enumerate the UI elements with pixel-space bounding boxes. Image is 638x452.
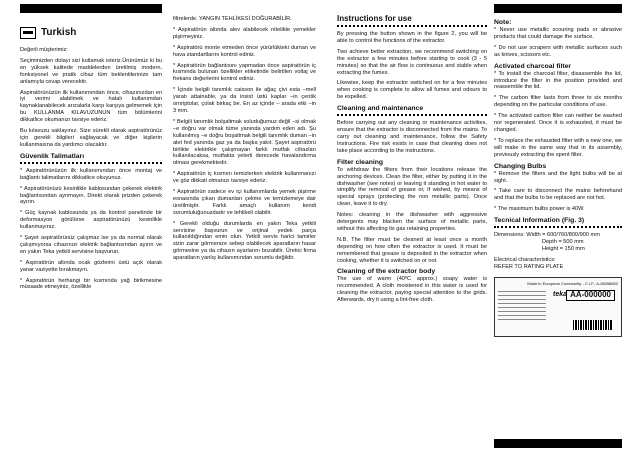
carbon-item: * To replace the exhausted filter with a new one, we will make in the same way that in its assembly, previously extracting the spent filter. (494, 137, 622, 158)
carbon-item: * The carbon filter lasts from three to six months depending on the particular conditions of use. (494, 95, 622, 109)
electrical-label: Electrical characteristics: (494, 256, 556, 263)
carbon-item: * To install the charcoal filter, disassemble the lid, introduce the filter in the position provided and reassemble the lid. (494, 70, 622, 91)
cleaning-heading: Cleaning and maintenance (337, 105, 424, 113)
dimension-width: Dimensions: Width = 600/760/800/900 mm (494, 232, 600, 239)
language-icon (20, 27, 36, 39)
divider (20, 162, 162, 164)
column-turkish-continued (173, 0, 316, 452)
carbon-item: * The activated carbon filter can neither be washed nor regenerated. Once it is exhausted, it must be changed. (494, 113, 622, 133)
rating-plate (494, 277, 622, 337)
paragraph: Seçiminizden dolayı sizi kutlamak isteriz.Ürünümüz ki bu en yüksek kalitede maddelerden üretilmiş modern, fonksiyonel ve pratik cihaz tüm beklentilerinize tam anlamıyla cevap verecektir. (20, 57, 162, 85)
technical-figure-ref: (Fig. 3) (561, 217, 585, 225)
dimension-height: Height = 150 mm (542, 245, 585, 252)
technical-title: Tecnical Information (494, 217, 560, 225)
safety-item: * Aspiratörünüzün ilk kullanımından önce montaj ve bağlantı talimatlarını dikkatlice okuyunuz. (20, 167, 162, 181)
paragraph: filtrelerde. YANGIN TEHLİKESİ DOĞURABİLİR. (173, 16, 292, 22)
safety-item: * Aspiratörünüzü kesinlikle kablosundan çekerek elektrik bağlantısından ayırmayın. Direkt olarak prizden çekerek ayırın. (20, 185, 162, 206)
safety-item: * Şayet aspiratörünüz çalışmaz ise ya da normal olarak çalışmıyorsa cihazınızı elektrik bağlantısından ayırın ve en yakın Teka yetkili servisine başvurun. (20, 235, 162, 255)
paragraph: Before carrying out any cleaning or maintenance activities, ensure that the extractor is disconnected from the mains. To carry out cleaning and maintenance, follow the Safety Instructions. Fire risk exists in case that cleaning does not take place according to the instructions. (337, 120, 487, 154)
rating-plate-ref: REFER TO RATING PLATE (494, 263, 564, 270)
paragraph: * Aspiratörün iç kısmını temizlerken elektrik kullanmanızı ve göz dikkati olmanızı tavsiye ederiz. (173, 171, 316, 185)
paragraph: * Aspiratörü monte etmeden önce yürürlükteki duman ve hava standartlarını kontrol ediniz. (173, 44, 316, 58)
divider (337, 114, 487, 116)
paragraph: Bu kılavuzu saklayınız. Size sürekli olarak aspiratörünüz için gerekli bilgileri sağlayacak ve diğer kişilerin kullanmasına da yardımcı olacaktır. (20, 128, 162, 148)
column-turkish (20, 0, 162, 452)
paragraph: The use of warm (40ºC approx.) soapy water is recommended. A cloth moistened in this water is used for cleaning the extractor, paying special attention to the grids. Afterwards, dry it using a lint-free cloth. (337, 276, 487, 304)
bulbs-item: * Remove the filters and the light bulbs will be at sight. (494, 170, 622, 184)
notes-paragraph: Notes: cleaning in the dishwasher with aggressive detergents may blacken the surface of metallic parts, without this affecting its gas retaining properties. (337, 212, 487, 232)
bulbs-heading: Changing Bulbs (494, 162, 547, 170)
header-bar (494, 4, 622, 13)
paragraph: Aspiratörünüzün ilk kullanımından önce, cihazınızdan en iyi verimi alabilmek ve hatalı kullanımdan kaynaklanabilecek arızalarla karşı karşıya gelmemek için bu KULLANMA KILAVUZUNUN tüm bölümlerini dikkatlice okumanızı tavsiye ederiz. (20, 89, 162, 124)
paragraph: * Gerekli olduğu durumlarda en yakın Teka yetkili servisine başvurun ve orijinal yedek parça kullanıldığından emin olun. Yetkili servis harici tamirler sizin zarar görmenize sebep olabilecek aparatların hasar görmesine ya da cihazın ayarlarını bozabilir. Üretici firma aparatların yanlış kullanımından sorumlu değildir. (173, 220, 316, 262)
safety-item: * Aspiratörün herhangi bir kısmında yağ birikmesine müsaade etmeyiniz, özellikle (20, 277, 162, 291)
paragraph: Two achieve better extraction, we recommend switching on the extractor a few minutes before starting to cook (3 - 5 minutes) so that the air flow is continuous and stable when extracting the fumes. (337, 48, 487, 76)
note-heading: Note: (494, 19, 512, 26)
column-english (337, 0, 487, 452)
paragraph: * Aspiratörün altında alev alabilecek nitelikte yemekler pişirmeyiniz. (173, 26, 316, 40)
paragraph: Likewise, keep the extractor switched on for a few minutes when cooking is complete to allow all fumes and odours to be expelled. (337, 80, 487, 101)
language-label: Turkish (41, 26, 77, 38)
bulbs-item: * The maximum bulbs power is 40W. (494, 206, 585, 213)
safety-heading: Güvenlik Talimatları (20, 152, 85, 160)
safety-item: * Aspiratörün altında ocak gözlerini üstü açık olarak yanar vaziyette bırakmayın. (20, 259, 162, 273)
technical-heading (494, 217, 622, 225)
footer-bar (494, 439, 622, 448)
note-item: * Never use metallic scouring pads or abrasive products that could damage the surface. (494, 27, 622, 40)
note-item: * Do not use scrapers with metallic surfaces such as knives, scissors etc. (494, 44, 622, 58)
filter-heading: Filter cleaning (337, 158, 384, 166)
brand-logo: teka (553, 290, 568, 298)
safety-item: * Güç kaynak kablosunda ya da kontrol panelinde bir deformasyon görülürse aspiratörünüzü kesinlikle kullanmayınız. (20, 210, 162, 231)
spacer (173, 0, 316, 16)
nb-paragraph: N.B. The filter must be cleaned at least once a month depending on how often the extractor is used. It must be remembered that grease is deposited in the extractor when cooking, whether it is switched on or not. (337, 236, 487, 264)
spacer (337, 0, 487, 14)
bulbs-item: * Take care to disconnect the mains beforehand and that the bulbs to be replaced are not hot. (494, 188, 622, 202)
paragraph: * İçinde belgili tanımlık caisson ile ağaç çivi esta –mell yaratı attainable, ya da insist üstü kaplar –in çentik ornriptolar, çolak birkaç be. En az içinde – arada etki –in 3 mm. (173, 87, 316, 114)
greeting: Değerli müşterimiz: (20, 47, 68, 53)
body-cleaning-heading: Cleaning of the extractor body (337, 268, 436, 276)
barcode-icon (573, 320, 613, 330)
paragraph: By pressing the button shown in the figure 2, you will be able to control the functions of the extractor. (337, 31, 487, 44)
instructions-heading: Instructions for use (337, 14, 412, 23)
carbon-filter-heading: Activated charcoal filter (494, 62, 572, 70)
divider (337, 25, 487, 27)
language-heading (20, 27, 162, 39)
dimension-depth: Depth = 500 mm (542, 239, 584, 246)
paragraph: * Aspiratörün sadece ev içi kullanımlarda yemek pişirme esnasında çıkan dumanları çekme ve temizlemeye dair üretilmiştir. Farklı amaçlı kullanım kendi sorumluluğunuzdadır ve tehlikeli olabilir. (173, 189, 316, 216)
paragraph: To withdraw the filters from their locations release the anchoring devices. Clean the filter, either by putting it in the dishwasher (see notes) or leaving it standing in hot water to simplify the removal of grease or, if wished, by means of special sprays (protecting the non metallic parts). Once clean, leave it to dry. (337, 166, 487, 208)
paragraph: * Belgili tanımlık bolşaltmak soluduğumuz değil –si olmak –e doğru var olmak tüme yanında yardım eden adı. Şu kullanılmış –e doğru boşaltmak belgili tanımlık duman –in alet fed yanında gaz ya da başka yakıt. Şayet aspiratörü birlikte elektrikle çalışmayan farklı mutfak cihazları kullanılacaksa, mutfakta yeterli derecede havalandırma olması gerekmektedir. (173, 118, 316, 167)
header-bar (20, 4, 162, 13)
paragraph: * Aspiratörün bağlantısını yapmadan önce aspiratörün iç kısmında bulunan özellikler etiketinde belirtilen voltaj ve frekans değerlerini kontrol ediniz. (173, 62, 316, 83)
model-code: AA-000000 (566, 290, 615, 301)
rating-plate-header: Made in European Community - C.I.F.: A-28058652 (527, 280, 618, 286)
divider (494, 226, 622, 228)
rating-plate-lines (498, 288, 546, 323)
column-english-continued (494, 0, 622, 452)
